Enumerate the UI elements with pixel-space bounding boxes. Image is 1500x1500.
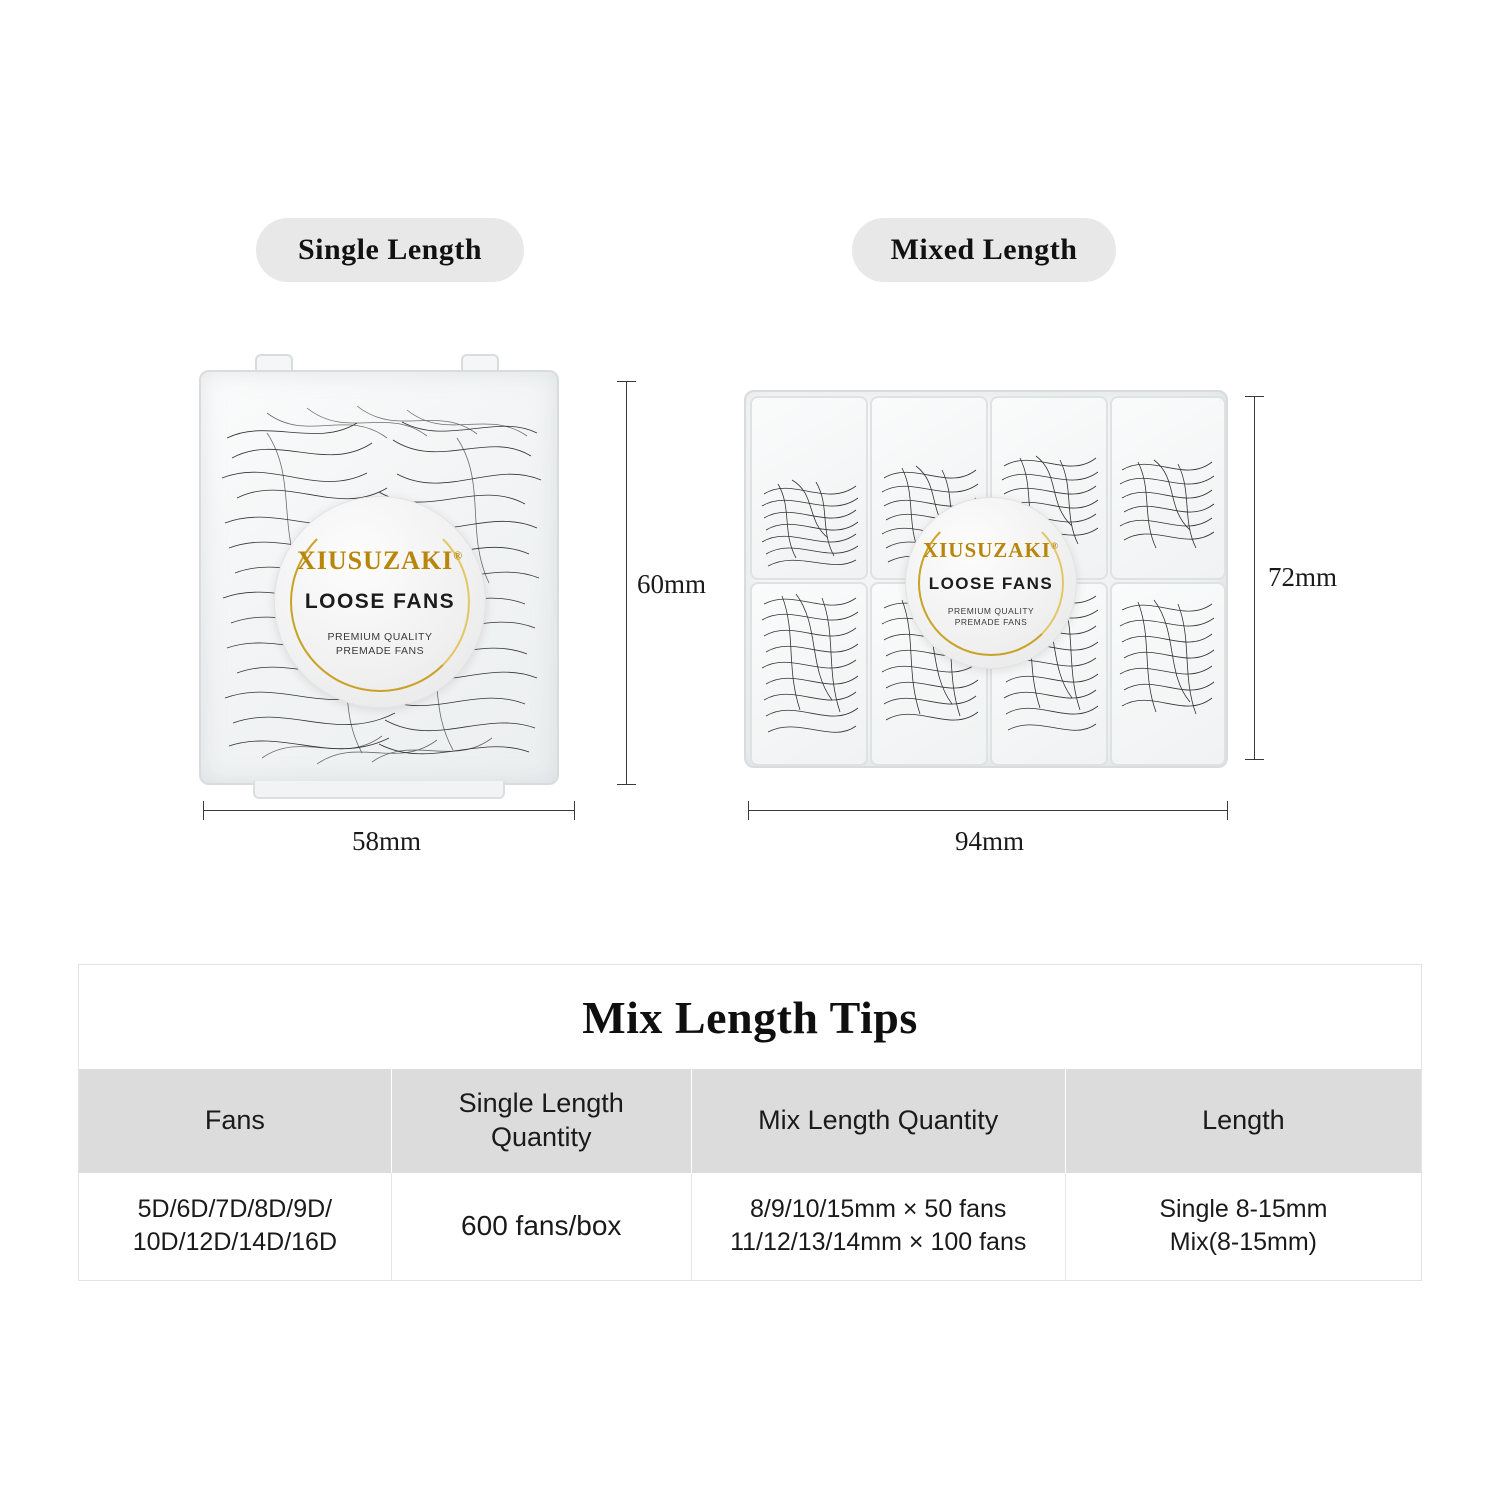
badge-single-length-label: Single Length [297,233,483,266]
lash-fans-cluster [752,584,866,764]
cell-length [1065,1173,1421,1281]
cell-length-line2: Mix(8-15mm) [1169,1228,1317,1257]
brand-footer-line2: PREMADE FANS [335,645,425,657]
compartment-4 [1110,396,1226,580]
brand-footer-line1: PREMIUM QUALITY [947,605,1035,616]
dimension-line-single-height [626,381,627,785]
cell-mix-quantity-line2: 11/12/13/14mm × 100 fans [730,1228,1027,1257]
dimension-label-single-width: 58mm [352,826,422,856]
cell-fans [79,1173,391,1281]
compartment-1 [750,396,868,580]
cell-mix-quantity [691,1173,1065,1281]
brand-footer-line1: PREMIUM QUALITY [327,630,433,643]
badge-mixed-length-label: Mixed Length [890,233,1078,266]
brand-name: XIUSUZAKI® [296,545,464,575]
dimension-label-mixed-height: 72mm [1268,562,1338,592]
cell-fans-line1: 5D/6D/7D/8D/9D/ [137,1194,333,1223]
specs-table [79,1069,1421,1280]
table-title: Mix Length Tips [582,991,918,1043]
brand-footer [948,606,1034,629]
column-header-single-quantity-line1: Single Length [458,1088,624,1118]
brand-registered-mark: ® [453,549,464,563]
column-header-single-quantity-line2: Quantity [490,1121,592,1152]
lash-fans-cluster [752,398,866,578]
single-box-base [253,781,505,799]
dimension-label-mixed-width: 94mm [955,826,1025,856]
cell-mix-quantity-line1: 8/9/10/15mm × 50 fans [750,1194,1007,1223]
column-header-length: Length [1065,1069,1421,1173]
brand-footer-line2: PREMADE FANS [954,617,1028,627]
brand-footer [328,630,433,658]
brand-product-name: LOOSE FANS [928,573,1054,593]
lash-fans-cluster [1112,584,1224,764]
brand-label-single [274,496,486,708]
cell-single-quantity: 600 fans/box [391,1173,691,1281]
dimension-line-mixed-height [1254,396,1255,760]
brand-label-mixed [905,497,1077,669]
column-header-single-quantity [391,1069,691,1173]
compartment-5 [750,582,868,766]
table-header-row [79,1069,1421,1173]
brand-product-name: LOOSE FANS [304,589,456,613]
compartment-8 [1110,582,1226,766]
mix-length-tips-table [78,964,1422,1281]
dimension-label-single-height: 60mm [637,569,707,599]
table-row [79,1173,1421,1281]
dimension-line-single-width [203,810,575,811]
badge-single-length [256,218,524,282]
lash-fans-cluster [1112,398,1224,578]
brand-registered-mark: ® [1050,541,1060,552]
column-header-fans: Fans [79,1069,391,1173]
dimension-line-mixed-width [748,810,1228,811]
cell-length-line1: Single 8-15mm [1159,1194,1328,1223]
brand-name: XIUSUZAKI® [922,537,1060,562]
column-header-mix-quantity: Mix Length Quantity [691,1069,1065,1173]
badge-mixed-length [852,218,1116,282]
cell-fans-line2: 10D/12D/14D/16D [132,1228,338,1257]
